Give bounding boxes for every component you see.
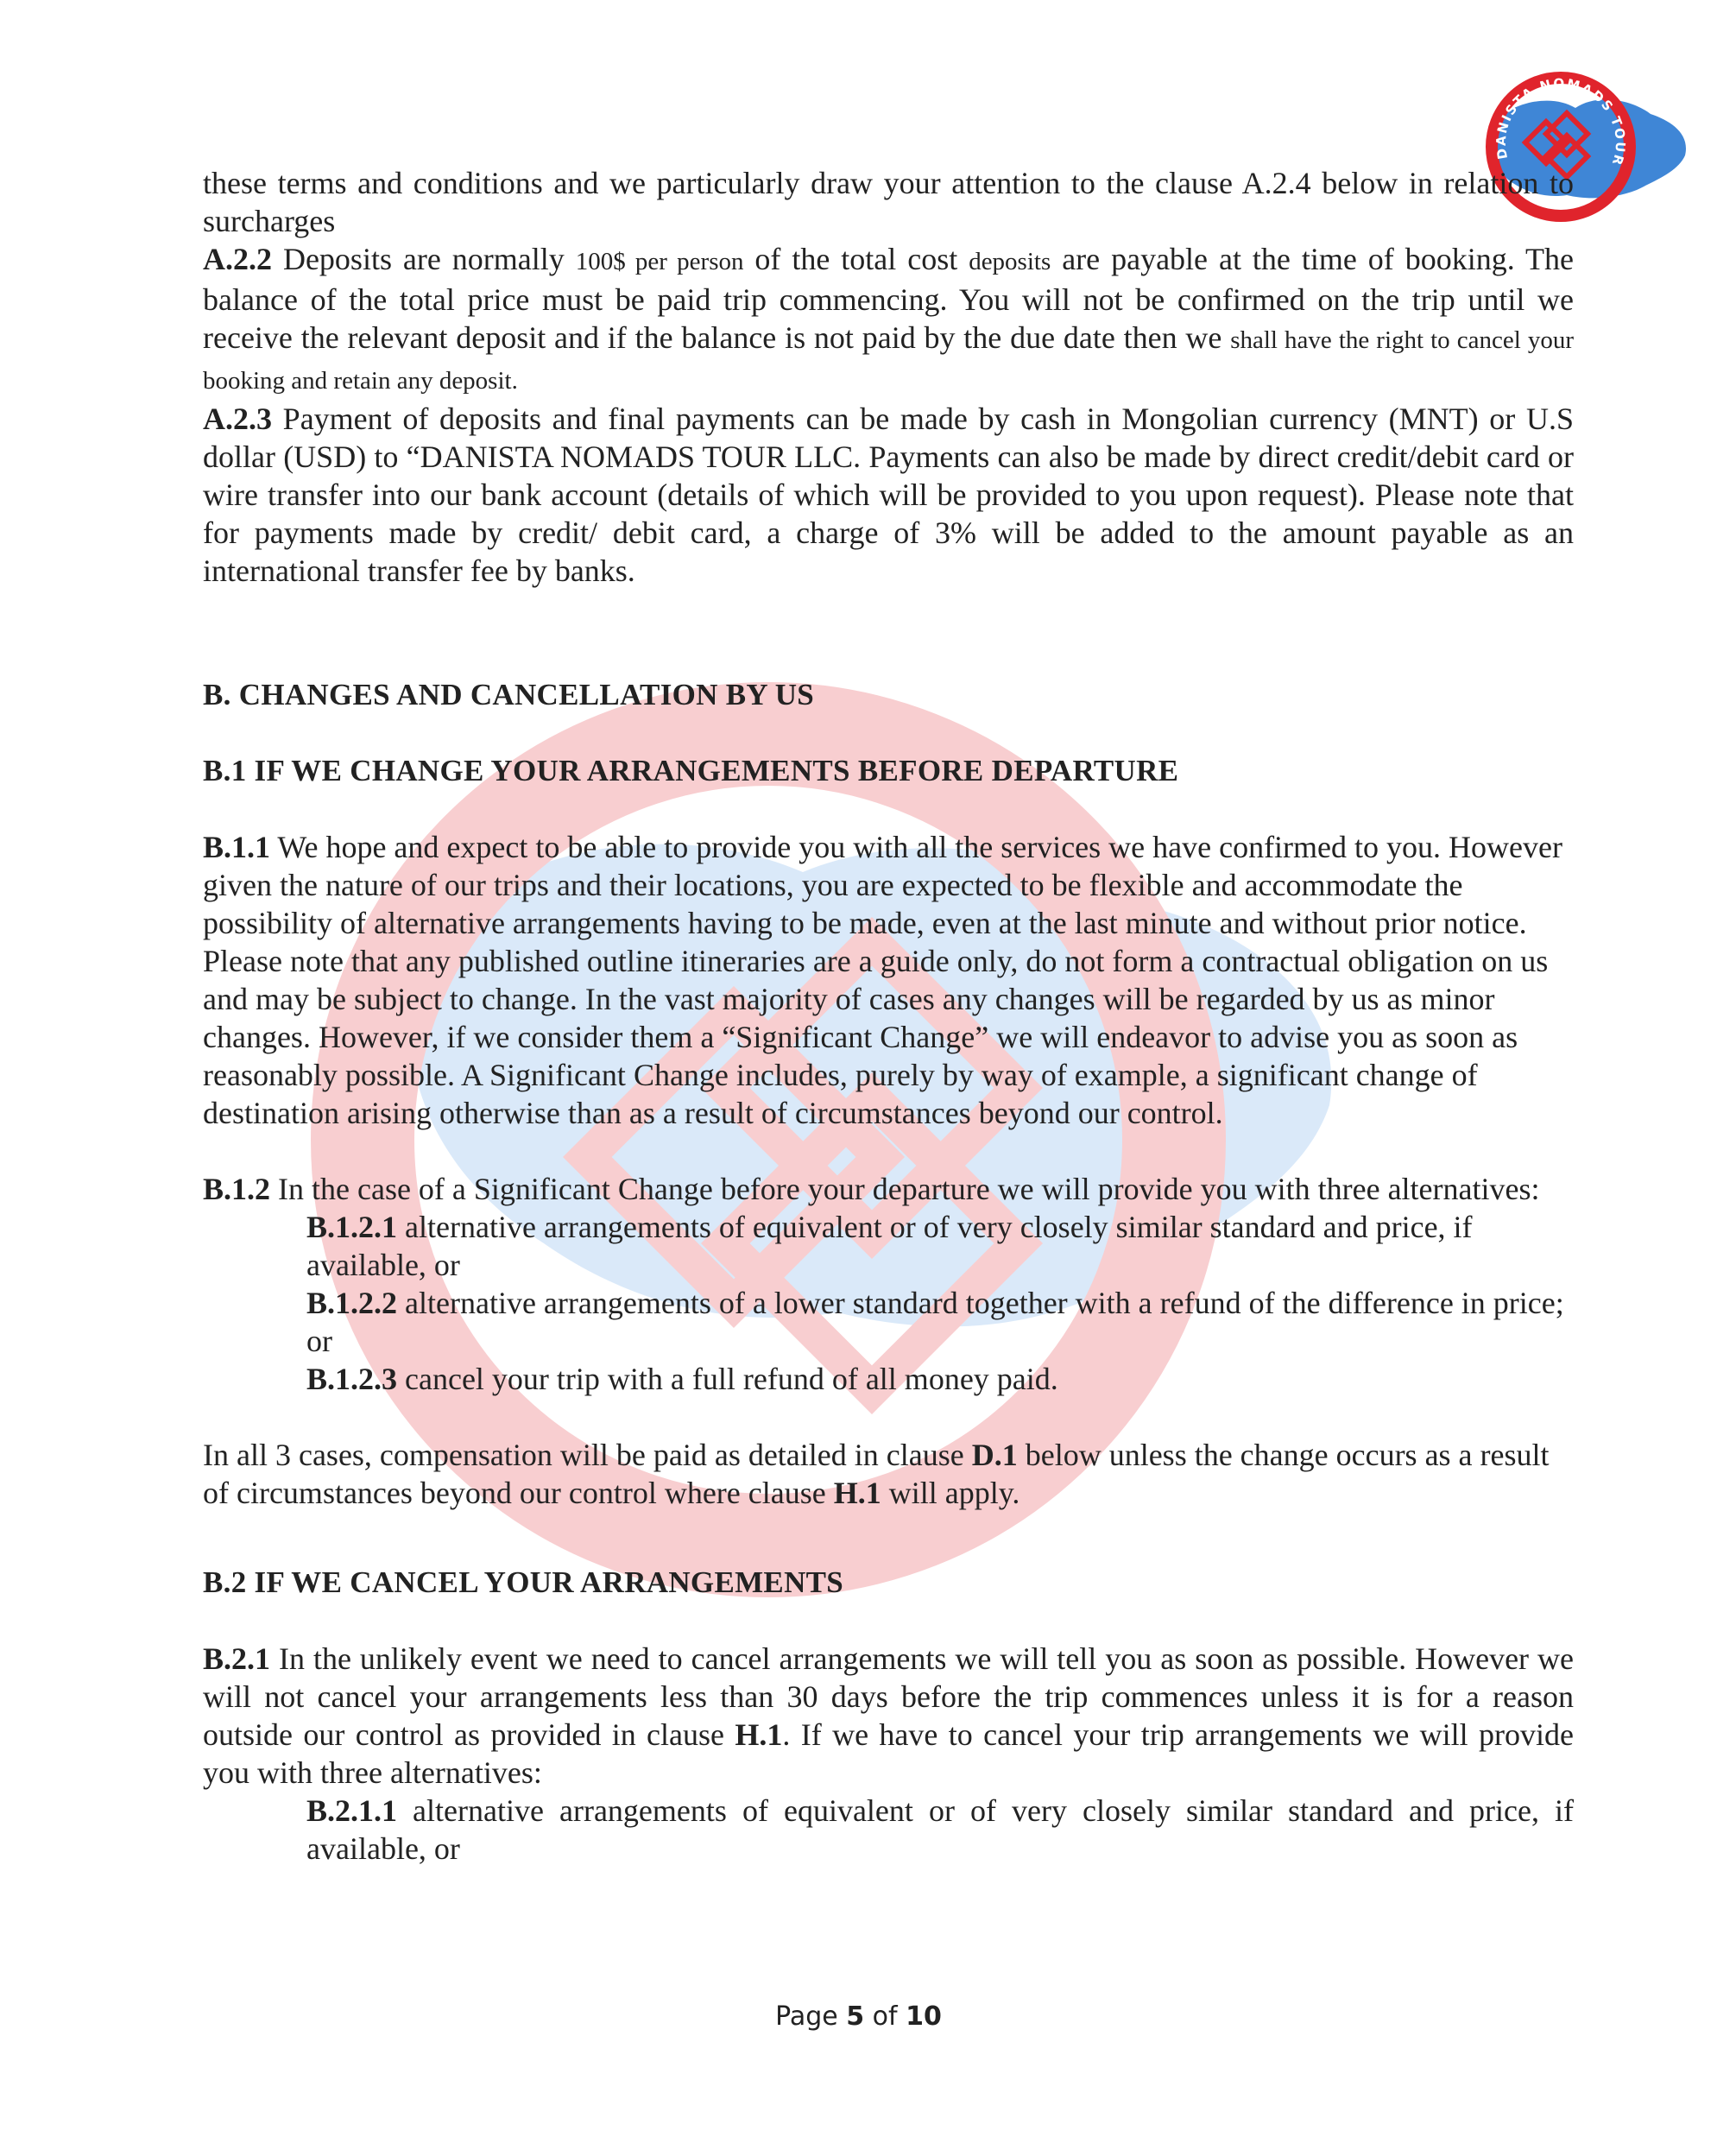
list-item-b123: B.1.2.3 cancel your trip with a full refund of all money paid. <box>306 1362 1058 1396</box>
paragraph-compensation: In all 3 cases, compensation will be paid as detailed in clause D.1 below unless the change occurs as a result of circumstances beyond our control where clause H.1 will apply. <box>203 1438 1550 1510</box>
heading-section-b: B. CHANGES AND CANCELLATION BY US <box>203 678 815 711</box>
list-item-b122: B.1.2.2 alternative arrangements of a lower standard together with a refund of the difference in price; or <box>306 1286 1564 1358</box>
total-pages: 10 <box>906 2001 942 2032</box>
list-item-b121: B.1.2.1 alternative arrangements of equivalent or of very closely similar standard and price, if available, or <box>306 1210 1473 1282</box>
current-page: 5 <box>846 2001 865 2032</box>
heading-b2: B.2 IF WE CANCEL YOUR ARRANGEMENTS <box>203 1565 844 1599</box>
clause-number: B.1.2 <box>203 1172 271 1206</box>
paragraph-a23: A.2.3 Payment of deposits and final payments can be made by cash in Mongolian currency (MNT) or U.S dollar (USD) to “DANISTA NOMADS TOUR LLC. Payments can also be made by direct credit/debit card or wire transfer into our bank account (details of which will be provided to you upon request). Please note that for payments made by credit/ debit card, a charge of 3% will be added to the amount payable as an international transfer fee by banks. <box>203 401 1574 588</box>
clause-number: B.2.1 <box>203 1641 271 1676</box>
paragraph-a22: A.2.2 Deposits are normally 100$ per person of the total cost deposits are payable at the time of booking. The balance of the total price must be paid trip commencing. You will not be confirmed on the trip until we receive the relevant deposit and if the balance is not paid by the due date then we shall have the right to cancel your booking and retain any deposit. <box>203 242 1574 395</box>
paragraph-b12: B.1.2 In the case of a Significant Change before your departure we will provide you with three alternatives: <box>203 1172 1540 1206</box>
page-footer: Page 5 of 10 <box>775 2001 942 2032</box>
logo-ring-text: DANISTA NOMADS TOUR <box>1493 75 1629 169</box>
list-item-b211: B.2.1.1 alternative arrangements of equivalent or of very closely similar standard and price, if available, or <box>306 1793 1574 1866</box>
document-body <box>203 164 1574 1868</box>
heading-b1: B.1 IF WE CHANGE YOUR ARRANGEMENTS BEFORE DEPARTURE <box>203 754 1179 787</box>
clause-number: A.2.3 <box>203 401 272 436</box>
clause-number: A.2.2 <box>203 242 272 276</box>
paragraph-b11: B.1.1 We hope and expect to be able to provide you with all the services we have confirmed to you. However given the nature of our trips and their locations, you are expected to be flexible and accommodate the possibility of alternative arrangements having to be made, even at the last minute and without prior notice. Please note that any published outline itineraries are a guide only, do not form a contractual obligation on us and may be subject to change. In the vast majority of cases any changes will be regarded by us as minor changes. However, if we consider them a “Significant Change” we will endeavor to advise you as soon as reasonably possible. A Significant Change includes, purely by way of example, a significant change of destination arising otherwise than as a result of circumstances beyond our control. <box>203 830 1562 1130</box>
paragraph-b21: B.2.1 In the unlikely event we need to cancel arrangements we will tell you as soon as possible. However we will not cancel your arrangements less than 30 days before the trip commences unless it is for a reason outside our control as provided in clause H.1. If we have to cancel your trip arrangements we will provide you with three alternatives: <box>203 1641 1574 1790</box>
paragraph-a22-intro: these terms and conditions and we particularly draw your attention to the clause A.2.4 below in relation to surcharges <box>203 166 1574 238</box>
clause-number: B.1.1 <box>203 830 271 864</box>
